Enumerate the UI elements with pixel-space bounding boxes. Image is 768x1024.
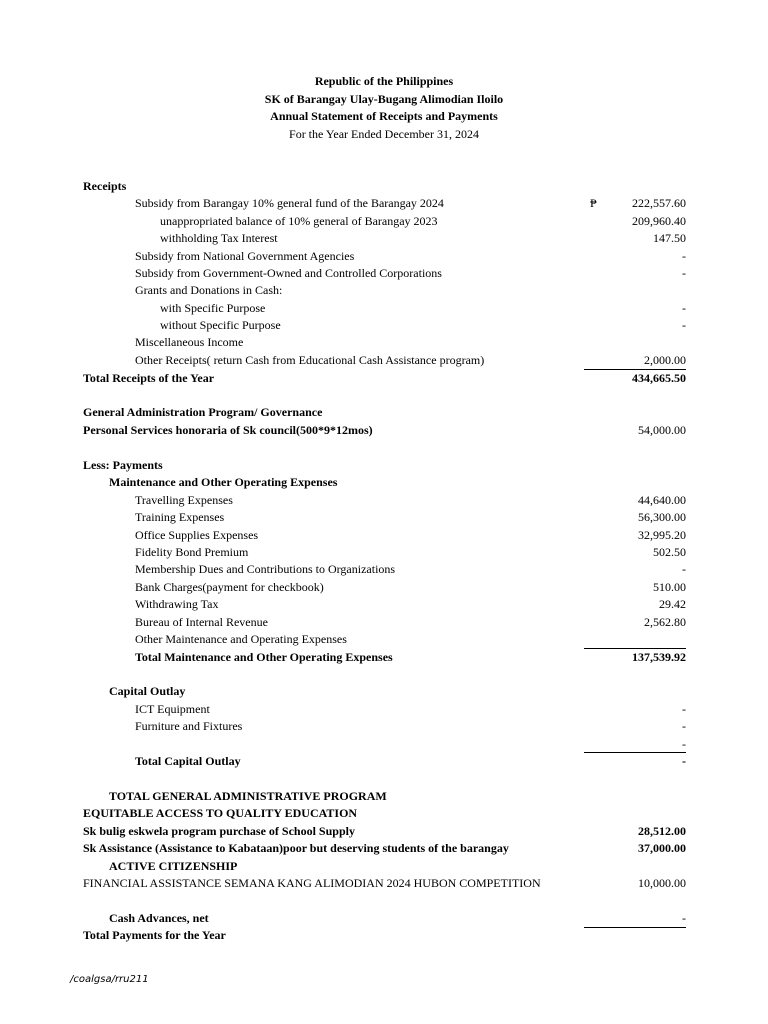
financial-row [0,875,768,893]
expense-value: 510.00 [653,580,686,594]
receipt-value: - [682,266,686,280]
capital-heading: Capital Outlay [109,684,186,698]
header-period: For the Year Ended December 31, 2024 [289,126,479,141]
expense-value: 29.42 [659,597,686,611]
expense-value: 502.50 [653,545,686,559]
header-sk-barangay: SK of Barangay Ulay-Bugang Alimodian Iloilo [264,91,504,106]
receipt-value: 209,960.40 [632,214,686,228]
receipt-row [0,195,768,213]
capital-total-row [0,753,768,771]
bulig-row [0,823,768,841]
expense-row [0,492,768,510]
capital-label: Furniture and Fixtures [135,719,243,733]
expense-row [0,579,768,597]
expense-label: Bank Charges(payment for checkbook) [135,580,324,594]
payments-heading: Less: Payments [83,458,163,472]
receipt-row [0,230,768,248]
capital-heading-row [0,683,768,701]
receipt-value: - [682,301,686,315]
expense-row [0,561,768,579]
receipt-row [0,248,768,266]
receipts-heading: Receipts [83,179,127,193]
governance-heading: General Administration Program/ Governance [83,405,323,419]
personal-services-label: Personal Services honoraria of Sk council(500*9*12mos) [83,423,373,437]
mooe-total-row [0,649,768,667]
receipt-row [0,282,768,300]
financial-value: 10,000.00 [638,876,686,890]
receipt-label: without Specific Purpose [160,318,281,332]
receipt-label: Subsidy from Barangay 10% general fund of the Barangay 2024 [135,196,444,210]
assistance-value: 37,000.00 [638,841,686,855]
capital-total-value: - [682,754,686,768]
education-heading-row [0,805,768,823]
personal-services-row [0,422,768,440]
receipt-value: 2,000.00 [644,353,686,367]
receipt-label: withholding Tax Interest [160,231,278,245]
personal-services-value: 54,000.00 [638,423,686,437]
expense-label: Fidelity Bond Premium [135,545,249,559]
receipt-value: - [682,318,686,332]
capital-extra-value: - [682,737,686,751]
receipt-value: - [682,249,686,263]
receipt-row [0,213,768,231]
mooe-heading-row [0,474,768,492]
expense-value: 32,995.20 [638,528,686,542]
education-heading: EQUITABLE ACCESS TO QUALITY EDUCATION [83,806,358,820]
expense-row [0,631,768,649]
expense-row [0,509,768,527]
capital-row [0,718,768,736]
expense-label: Office Supplies Expenses [135,528,259,542]
receipt-row [0,334,768,352]
receipt-value: 147.50 [653,231,686,245]
capital-extra-row [0,736,768,754]
document-header [0,73,768,143]
receipt-label: Miscellaneous Income [135,335,244,349]
cash-advances-label: Cash Advances, net [109,911,209,925]
receipt-label: Subsidy from National Government Agencies [135,249,355,263]
expense-label: Bureau of Internal Revenue [135,615,268,629]
peso-sign: ₱ [590,196,597,210]
expense-value: - [682,562,686,576]
receipt-label: unappropriated balance of 10% general of Barangay 2023 [160,214,438,228]
capital-label: ICT Equipment [135,702,210,716]
citizenship-heading-row [0,858,768,876]
expense-row [0,614,768,632]
capital-row [0,701,768,719]
receipt-label: Grants and Donations in Cash: [135,283,283,297]
receipt-value: 222,557.60 [632,196,686,210]
capital-value: - [682,702,686,716]
expense-label: Training Expenses [135,510,225,524]
receipts-total-row [0,370,768,388]
expense-value: 2,562.80 [644,615,686,629]
expense-label: Membership Dues and Contributions to Organizations [135,562,396,576]
expense-label: Other Maintenance and Operating Expenses [135,632,347,646]
cash-advances-row [0,910,768,928]
expense-row [0,596,768,614]
receipt-row [0,352,768,370]
mooe-total-label: Total Maintenance and Other Operating Expenses [135,650,393,664]
mooe-total-value: 137,539.92 [632,650,686,664]
total-gap-row [0,788,768,806]
receipt-row [0,300,768,318]
mooe-heading: Maintenance and Other Operating Expenses [109,475,338,489]
receipt-label: Subsidy from Government-Owned and Controlled Corporations [135,266,442,280]
header-republic: Republic of the Philippines [314,74,454,88]
assistance-label: Sk Assistance (Assistance to Kabataan)poor but deserving students of the barangay [83,841,509,855]
expense-value: 44,640.00 [638,493,686,507]
expense-label: Travelling Expenses [135,493,233,507]
receipts-total-label: Total Receipts of the Year [83,371,215,385]
financial-label: FINANCIAL ASSISTANCE SEMANA KANG ALIMODIAN 2024 HUBON COMPETITION [83,876,541,890]
expense-value: 56,300.00 [638,510,686,524]
bulig-label: Sk bulig eskwela program purchase of School Supply [83,824,355,838]
expense-row [0,544,768,562]
cash-advances-value: - [682,911,686,925]
total-payments-label: Total Payments for the Year [83,928,226,942]
capital-total-label: Total Capital Outlay [135,754,241,768]
receipt-label: Other Receipts( return Cash from Educational Cash Assistance program) [135,353,485,367]
expense-label: Withdrawing Tax [135,597,219,611]
payments-heading-row [0,457,768,475]
total-gap-label: TOTAL GENERAL ADMINISTRATIVE PROGRAM [109,789,387,803]
capital-value: - [682,719,686,733]
receipt-row [0,265,768,283]
receipt-row [0,317,768,335]
receipts-heading-row [0,178,768,196]
citizenship-heading: ACTIVE CITIZENSHIP [109,859,238,873]
total-payments-row [0,927,768,945]
assistance-row [0,840,768,858]
receipts-total-value: 434,665.50 [632,371,686,385]
header-statement-title: Annual Statement of Receipts and Payments [270,109,498,123]
footer-reference: /coalgsa/rru211 [70,974,149,985]
receipt-label: with Specific Purpose [160,301,266,315]
bulig-value: 28,512.00 [638,824,686,838]
governance-heading-row [0,404,768,422]
expense-row [0,527,768,545]
